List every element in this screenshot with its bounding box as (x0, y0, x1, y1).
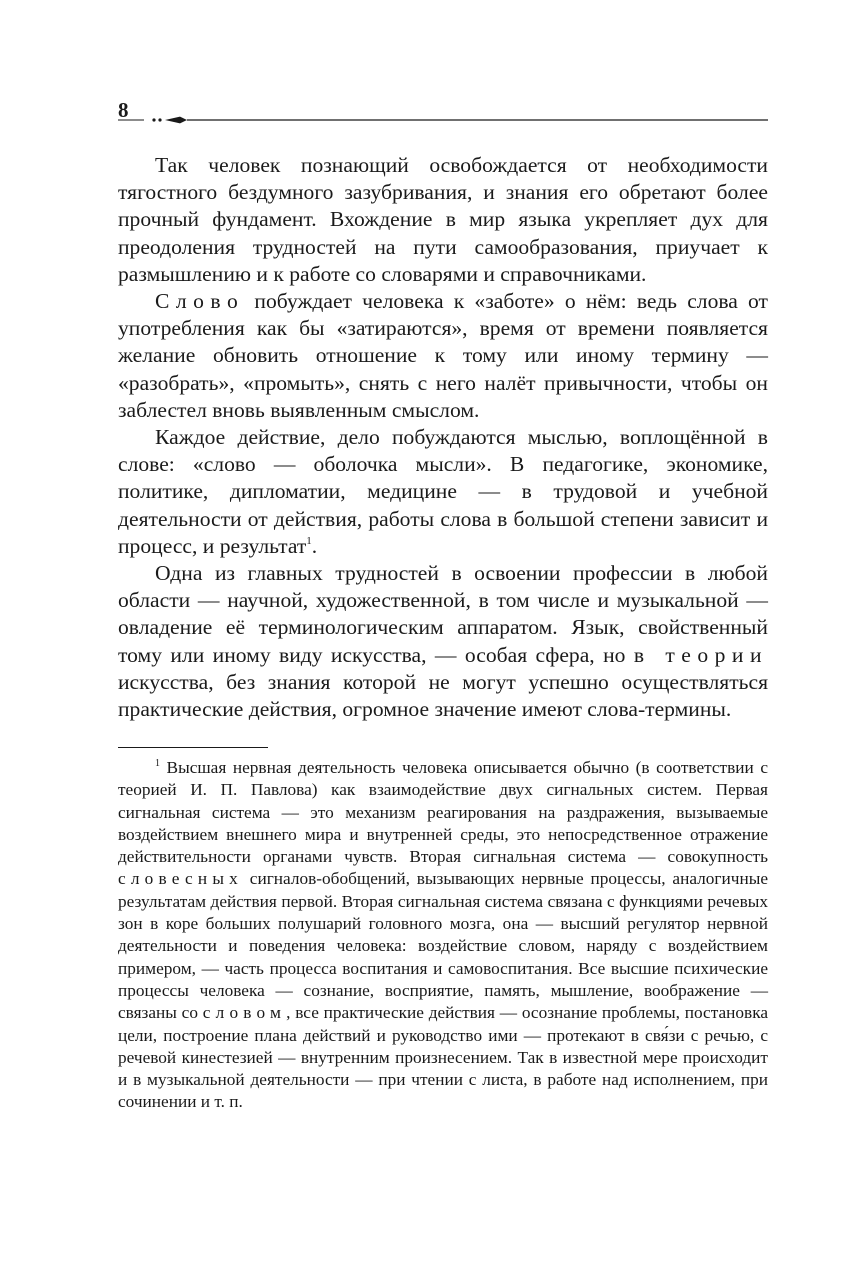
main-text (118, 152, 768, 723)
footnote-marker: 1 (155, 758, 160, 769)
footnote-separator (118, 747, 268, 748)
footnote-text-3: , все практические действия — осознание проблемы, постановка цели, построение плана действий и руководство ими — протекают в свя́зи с речью, с речевой кинестезией — внутренним произнесением. Так в известной мере происходит и в музыкальной деятельности — при чтении с листа, в работе над исполнением, при сочинении и т. п. (118, 1003, 769, 1112)
footnote-text-2: сигналов-обобщений, вызывающих нервные процессы, аналогичные результатам действия первой. Вторая сигнальная система связана с функциями речевых зон в коре больших полушарий головного мозга, она — высший регулятор нервной деятельности и поведения человека: воздействие словом, наряду с воздействием примером, — часть процесса воспитания и самовоспитания. Все высшие психические процессы человека — сознание, восприятие, память, мышление, воображение — связаны со (118, 869, 768, 1023)
page-number: 8 (118, 98, 129, 122)
header-rule-ornament (118, 113, 768, 127)
paragraph-1-text: Так человек познающий освобождается от необходимости тягостного бездумного зазубривания, и знания его обретают более прочный фундамент. Вхождение в мир языка укрепляет дух для преодоления трудностей на пути самообразования, приучает к размышлению и к работе со словарями и справочниками. (118, 153, 768, 286)
page-header (118, 96, 768, 128)
footnote-paragraph (118, 757, 768, 1114)
paragraph-1 (118, 152, 768, 288)
paragraph-4-text-before: Одна из главных трудностей в освоении профессии в любой области — научной, художественной, в том числе и музыкальной — овладение её терминологическим аппаратом. Язык, свойственный тому или иному виду искусства, — особая сфера, но (118, 561, 768, 667)
footnote-emphasized-2: словом (202, 1003, 287, 1023)
emphasized-phrase: в теории (633, 642, 768, 667)
paragraph-2-text: побуждает человека к «заботе» о нём: ведь слова от употребления как бы «затираются», время от времени появляется желание обновить отношение к тому или иному термину — «разобрать», «промыть», снять с него налёт привычности, чтобы он заблестел вновь выявленным смыслом. (118, 289, 768, 422)
footnote-reference: 1 (306, 534, 312, 547)
paragraph-2 (118, 288, 768, 424)
footnote (118, 757, 768, 1114)
paragraph-3-end: . (311, 533, 318, 558)
footnote-text-1: Высшая нервная деятельность человека описывается обычно (в соответствии с теорией И. П. Павлова) как взаимодействие двух сигнальных систем. Первая сигнальная система — это механизм реагирования на раздражения, вызываемые воздействием внешнего мира и внутренней среды, это непосредственное отражение действительности органами чувств. Вторая сигнальная система — совокупность (118, 758, 768, 867)
paragraph-3-text: Каждое действие, дело побуждаются мыслью, воплощённой в слове: «слово — оболочка мысли». В педагогике, экономике, политике, дипломатии, медицине — в трудовой и учебной деятельности от действия, работы слова в большой степени зависит и процесс, и результат (118, 425, 768, 558)
paragraph-3 (118, 424, 768, 560)
paragraph-4-text-after: искусства, без знания которой не могут успешно осуществляться практические действия, огромное значение имеют слова-термины. (118, 669, 768, 722)
emphasized-word: Слово (155, 289, 245, 314)
paragraph-4 (118, 560, 768, 723)
footnote-emphasized-1: словесных (118, 869, 243, 889)
